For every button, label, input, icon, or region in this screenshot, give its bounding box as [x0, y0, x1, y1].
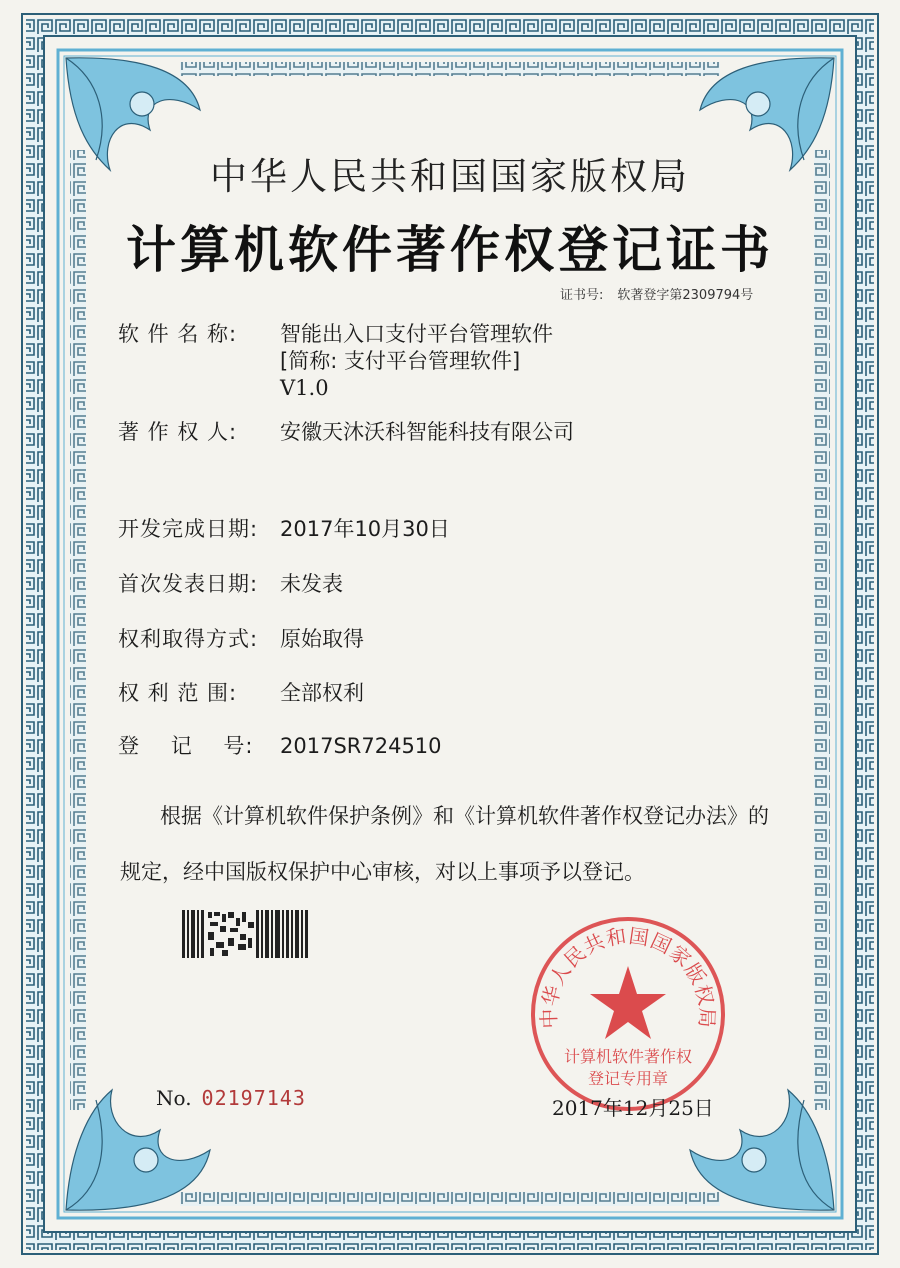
serial-number-value: 02197143	[201, 1086, 306, 1110]
statement-line-1: 根据《计算机软件保护条例》和《计算机软件著作权登记办法》的	[160, 804, 769, 828]
rights-scope-value: 全部权利	[280, 681, 364, 705]
barcode-image	[182, 908, 312, 960]
software-name-line: 智能出入口支付平台管理软件	[280, 322, 553, 346]
publish-date-value: 未发表	[280, 572, 343, 596]
issue-date: 2017年12月25日	[552, 1096, 714, 1120]
owner-label: 著 作 权 人:	[118, 420, 238, 444]
official-seal	[528, 914, 728, 1114]
software-name-value	[280, 321, 553, 402]
software-name-row	[118, 321, 553, 402]
dev-date-row	[118, 516, 450, 543]
issuer-name: 中华人民共和国国家版权局	[210, 155, 690, 198]
statement-line-2: 规定，经中国版权保护中心审核，对以上事项予以登记。	[120, 860, 645, 884]
owner-value: 安徽天沐沃科智能科技有限公司	[280, 420, 574, 444]
serial-number	[156, 1086, 306, 1110]
dev-date-value: 2017年10月30日	[280, 517, 450, 541]
certificate-title: 计算机软件著作权登记证书	[126, 221, 774, 279]
serial-number-label: No.	[156, 1086, 192, 1110]
certificate-number-value: 软著登字第2309794号	[617, 288, 754, 303]
certificate-number-label: 证书号:	[560, 288, 604, 303]
publish-date-row	[118, 571, 343, 598]
certificate-number	[560, 284, 767, 303]
seal-center-line-1: 计算机软件著作权	[563, 1047, 693, 1066]
software-short-name: [简称: 支付平台管理软件]	[280, 349, 521, 373]
dev-date-label: 开发完成日期:	[118, 517, 259, 541]
software-name-label: 软 件 名 称:	[118, 322, 238, 346]
owner-row	[118, 419, 574, 446]
acquire-method-label: 权利取得方式:	[118, 627, 259, 651]
rights-scope-row	[118, 680, 364, 707]
registration-number-label: 登 记 号:	[118, 734, 254, 758]
rights-scope-label: 权 利 范 围:	[118, 681, 238, 705]
seal-center-line-2: 登记专用章	[587, 1069, 669, 1088]
software-version: V1.0	[280, 376, 329, 400]
publish-date-label: 首次发表日期:	[118, 572, 259, 596]
seal-ring-text: 中华人民共和国国家版权局	[536, 923, 720, 1030]
acquire-method-value: 原始取得	[280, 627, 364, 651]
acquire-method-row	[118, 626, 364, 653]
registration-number-value: 2017SR724510	[280, 734, 442, 758]
seal-star-icon	[590, 966, 666, 1039]
registration-number-row	[118, 733, 442, 760]
